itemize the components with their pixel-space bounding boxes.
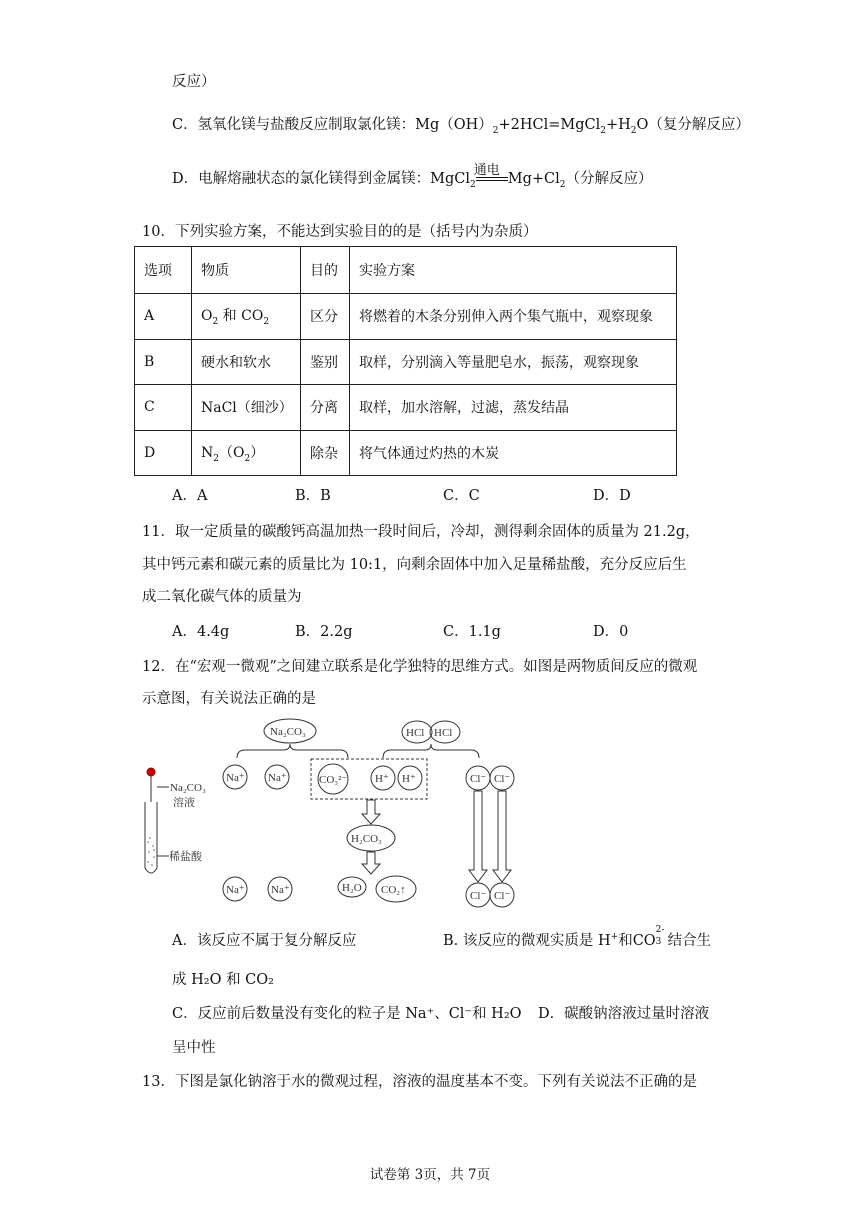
table-cell: D [135, 430, 192, 476]
q12-option-b-line-2: 成 H₂O 和 CO₂ [172, 972, 274, 988]
electrolysis-condition: 通电 [476, 171, 508, 187]
co2-molecule: CO₂↑ [381, 884, 406, 896]
table-cell: 区分 [301, 294, 350, 340]
na-ion: Na⁺ [226, 772, 245, 784]
q12-option-b: B. 该反应的微观实质是 H+和CO 2- 3 结合生 [443, 925, 712, 949]
page-footer: 试卷第 3页，共 7页 [369, 1167, 491, 1183]
table-cell: 鉴别 [301, 339, 350, 385]
table-cell: 将燃着的木条分别伸入两个集气瓶中，观察现象 [350, 294, 677, 340]
tube-label-solution: 溶液 [173, 797, 195, 809]
q9-option-d: D．电解熔融状态的氯化镁得到金属镁：MgCl$_2$ 通电 $Mg+Cl_2$（分解反应） [172, 163, 653, 190]
q11-stem-line-1: 11．取一定质量的碳酸钙高温加热一段时间后，冷却，测得剩余固体的质量为 21.2g， [142, 524, 700, 540]
table-cell: 将气体通过灼热的木炭 [350, 430, 677, 476]
q10-table [134, 246, 677, 476]
q10-stem: 10．下列实验方案，不能达到实验目的的是（括号内为杂质） [142, 224, 538, 240]
q12-stem-line-1: 12．在“宏观一微观”之间建立联系是化学独特的思维方式。如图是两物质间反应的微观 [142, 659, 698, 675]
table-cell: A [135, 294, 192, 340]
continuation-text: 反应） [172, 74, 216, 90]
q11-choice-a: A．4.4g [172, 624, 230, 640]
h-ion: H⁺ [402, 773, 416, 785]
q10-choice-b: B．B [295, 488, 331, 504]
table-cell: $O_2$ 和 $CO_2$ [192, 294, 301, 340]
cl-ion: Cl⁻ [494, 890, 511, 902]
q11-stem-line-2: 其中钙元素和碳元素的质量比为 10:1，向剩余固体中加入足量稀盐酸，充分反应后生 [142, 557, 687, 573]
table-cell: 取样，分别滴入等量肥皂水，振荡，观察现象 [350, 339, 677, 385]
co3-ion: CO₃²⁻ [319, 774, 348, 786]
reaction-microscopic-diagram [135, 712, 525, 912]
na2co3-molecule: Na₂CO₃ [270, 726, 306, 738]
table-header-row [135, 247, 677, 294]
q12-option-a: A．该反应不属于复分解反应 [172, 933, 357, 949]
table-cell: B [135, 339, 192, 385]
hcl-molecule: HCl [434, 727, 453, 739]
q12-stem-line-2: 示意图，有关说法正确的是 [142, 691, 316, 707]
q11-stem-line-3: 成二氧化碳气体的质量为 [142, 589, 302, 605]
table-cell: 分离 [301, 385, 350, 431]
q9-option-c: C．氢氧化镁与盐酸反应制取氯化镁：$Mg(OH)_2+2HCl=MgCl_2+H_2O$（复分解反应） [172, 117, 750, 136]
table-row [135, 385, 677, 431]
table-cell: 硬水和软水 [192, 339, 301, 385]
q12-option-d: D．碳酸钠溶液过量时溶液 [538, 1006, 710, 1022]
hcl-molecule: HCl [406, 727, 425, 739]
table-header: 实验方案 [350, 247, 677, 294]
h-ion: H⁺ [375, 773, 389, 785]
test-tube-icon [145, 768, 169, 873]
table-cell: $N_2(O_2)$ [192, 430, 301, 476]
na-ion: Na⁺ [226, 884, 245, 896]
q11-choice-c: C．1.1g [443, 624, 501, 640]
table-header: 选项 [135, 247, 192, 294]
q10-choice-c: C．C [443, 488, 480, 504]
na-ion: Na⁺ [268, 772, 287, 784]
q11-choice-b: B．2.2g [295, 624, 353, 640]
q11-choice-d: D．0 [593, 624, 629, 640]
na-ion: Na⁺ [271, 884, 290, 896]
table-header: 物质 [192, 247, 301, 294]
table-cell: 取样，加水溶解，过滤，蒸发结晶 [350, 385, 677, 431]
table-row [135, 294, 677, 340]
table-cell: NaCl（细沙） [192, 385, 301, 431]
table-row [135, 339, 677, 385]
q10-choice-a: A．A [172, 488, 208, 504]
h2co3-molecule: H₂CO₃ [351, 833, 382, 845]
cl-ion: Cl⁻ [470, 890, 487, 902]
q13-stem: 13．下图是氯化钠溶于水的微观过程，溶液的温度基本不变。下列有关说法不正确的是 [142, 1074, 697, 1090]
table-cell: 除杂 [301, 430, 350, 476]
tube-label-acid: 稀盐酸 [169, 851, 202, 863]
cl-ion: Cl⁻ [494, 773, 511, 785]
table-header: 目的 [301, 247, 350, 294]
table-cell: C [135, 385, 192, 431]
table-row [135, 430, 677, 476]
q12-option-d-line-2: 呈中性 [172, 1040, 216, 1056]
h2o-molecule: H₂O [342, 882, 362, 894]
q12-option-c: C．反应前后数量没有变化的粒子是 Na⁺、Cl⁻和 H₂O [172, 1006, 522, 1022]
q10-choice-d: D．D [593, 488, 631, 504]
tube-label-top: Na₂CO₃ [170, 782, 206, 794]
cl-ion: Cl⁻ [470, 773, 487, 785]
